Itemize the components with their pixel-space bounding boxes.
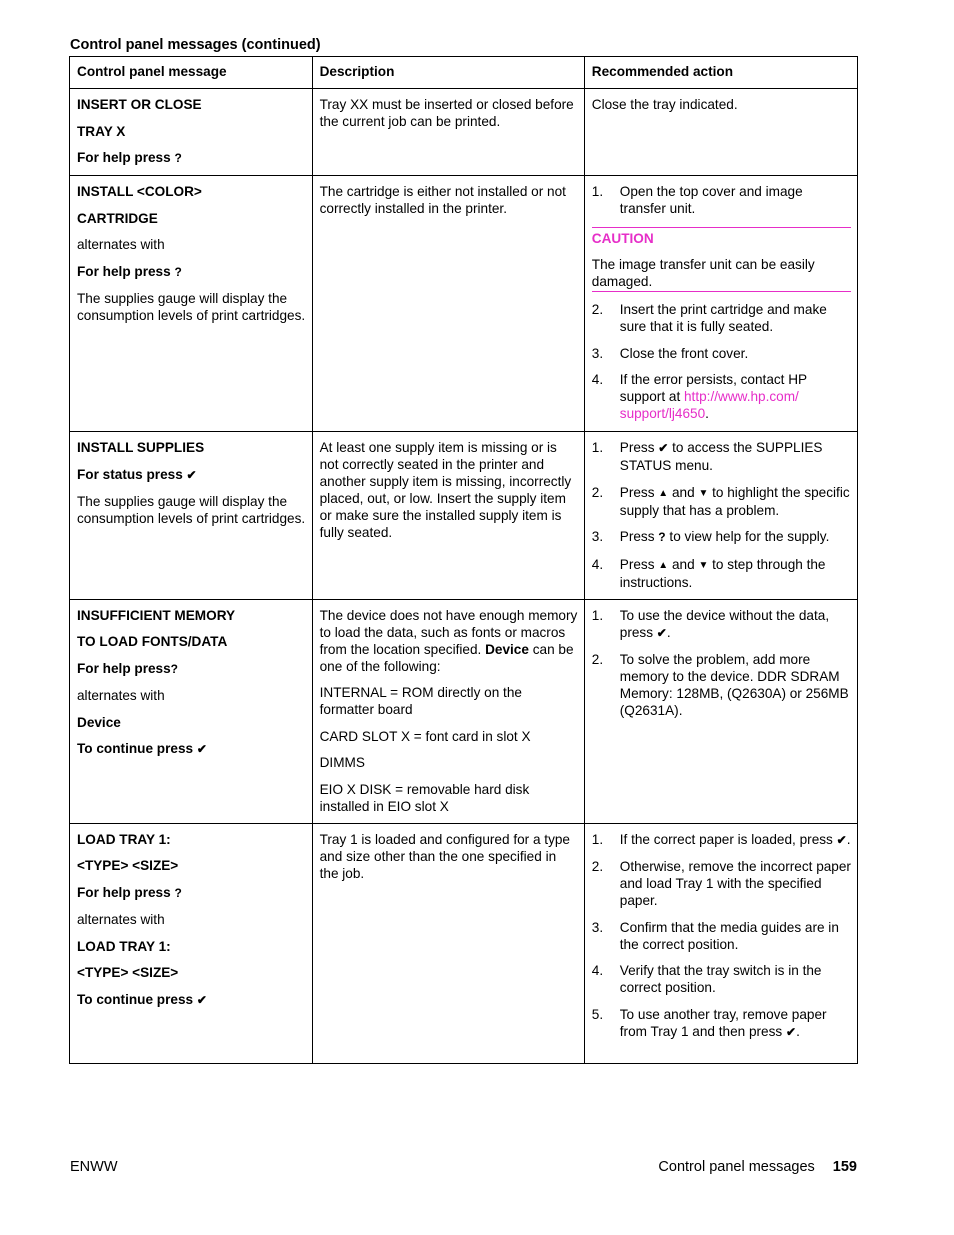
description-text: The cartridge is either not installed or not correctly installed in the printer. [319, 184, 566, 216]
table-row [70, 89, 858, 176]
action-cell [584, 823, 857, 1063]
up-arrow-icon: ▲ [658, 559, 669, 571]
action-steps [592, 831, 851, 1041]
control-panel-messages-table [69, 56, 858, 1064]
description-text: At least one supply item is missing or is not correctly seated in the printer and another supply item is missing, incorrectly placed, out, or low. Insert the supply item or make sure the installed supply item is fully seated. [319, 440, 572, 540]
table-caption: Control panel messages (continued) [70, 37, 321, 53]
description-cell [312, 823, 584, 1063]
message-note: The supplies gauge will display the consumption levels of print cartridges. [77, 291, 306, 323]
message-line: <TYPE> <SIZE> [77, 858, 179, 873]
down-arrow-icon: ▼ [698, 559, 709, 571]
message-line: For status press ✔ [77, 466, 197, 482]
message-line: INSTALL SUPPLIES [77, 440, 205, 455]
description-text: The device does not have enough memory to load the data, such as fonts or macros from the location specified. Device can be one of the following: [319, 607, 578, 674]
help-icon: ? [174, 264, 182, 279]
action-step: 1. To use the device without the data, press ✔. [591, 607, 830, 640]
description-text: EIO X DISK = removable hard disk installed in EIO slot X [319, 781, 530, 814]
help-icon: ? [170, 661, 179, 676]
message-cell [70, 432, 313, 600]
action-step: 2. Otherwise, remove the incorrect paper and load Tray 1 with the specified paper. [591, 859, 851, 908]
table-header-row [70, 57, 858, 89]
footer-right [658, 1159, 857, 1176]
check-icon: ✔ [186, 467, 197, 482]
message-line: For help press ? [77, 884, 182, 900]
action-step: 4. Press ▲ and ▼ to step through the instructions. [591, 556, 826, 590]
hp-support-link[interactable]: http://www.hp.com/ support/lj4650 [619, 389, 799, 421]
action-step: 3. Close the front cover. [591, 345, 749, 361]
down-arrow-icon: ▼ [698, 487, 709, 499]
table-row [70, 432, 858, 600]
description-cell [312, 176, 584, 432]
caution-text: The image transfer unit can be easily damaged. [591, 257, 815, 289]
action-steps [592, 607, 851, 720]
action-steps [592, 183, 851, 217]
action-step: 3. Confirm that the media guides are in the correct position. [591, 919, 839, 952]
table-row [70, 823, 858, 1063]
action-step: 3. Press ? to view help for the supply. [591, 529, 830, 544]
check-icon: ✔ [786, 1024, 797, 1039]
message-cell [70, 823, 313, 1063]
description-text: Tray XX must be inserted or closed before the current job can be printed. [319, 97, 574, 129]
check-icon: ✔ [656, 625, 667, 640]
message-line: CARTRIDGE [77, 210, 158, 226]
action-steps [592, 439, 851, 591]
description-text: Tray 1 is loaded and configured for a type and size other than the one specified in the job. [319, 831, 570, 881]
check-icon: ✔ [196, 992, 207, 1007]
message-cell [70, 89, 313, 176]
check-icon: ✔ [658, 441, 669, 455]
page-number: 159 [832, 1159, 857, 1175]
action-step: 1. If the correct paper is loaded, press ✔. [591, 831, 851, 847]
action-text: Close the tray indicated. [591, 97, 738, 112]
description-cell [312, 432, 584, 600]
header-description: Description [312, 57, 584, 89]
message-line: alternates with [77, 688, 165, 703]
action-step: 1. Open the top cover and image transfer unit. [591, 184, 803, 216]
action-cell [584, 176, 857, 432]
action-step: 4. Verify that the tray switch is in the correct position. [591, 963, 822, 995]
header-message: Control panel message [70, 57, 313, 89]
description-cell [312, 89, 584, 176]
table-row [70, 599, 858, 823]
action-step: 4. If the error persists, contact HP support at http://www.hp.com/ support/lj4650. [591, 372, 807, 421]
action-cell [584, 89, 857, 176]
message-line: TRAY X [77, 123, 126, 139]
message-line: INSTALL <COLOR> [77, 184, 202, 199]
message-line: TO LOAD FONTS/DATA [77, 634, 228, 649]
action-cell [584, 432, 857, 600]
message-note: The supplies gauge will display the consumption levels of print cartridges. [77, 494, 306, 526]
action-steps [592, 301, 851, 422]
action-step: 2. Insert the print cartridge and make sure that it is fully seated. [591, 302, 827, 334]
description-text: CARD SLOT X = font card in slot X [319, 728, 531, 744]
message-line: INSERT OR CLOSE [77, 97, 202, 112]
action-step: 2. To solve the problem, add more memory to the device. DDR SDRAM Memory: 128MB, (Q2630A) or 256MB (Q2631A). [591, 652, 849, 718]
message-line: <TYPE> <SIZE> [77, 965, 179, 980]
check-icon: ✔ [836, 832, 847, 847]
action-step: 2. Press ▲ and ▼ to highlight the specific supply that has a problem. [591, 484, 850, 518]
message-line: To continue press ✔ [77, 741, 207, 756]
footer-section-title: Control panel messages [658, 1159, 815, 1175]
description-text: INTERNAL = ROM directly on the formatter board [319, 685, 522, 717]
message-line: alternates with [77, 912, 165, 927]
action-cell [584, 599, 857, 823]
message-line: Device [77, 714, 121, 730]
message-cell [70, 599, 313, 823]
action-step: 5. To use another tray, remove paper from Tray 1 and then press ✔. [591, 1006, 827, 1039]
message-line: For help press? [77, 660, 179, 676]
check-icon: ✔ [196, 742, 207, 756]
message-line: To continue press ✔ [77, 991, 207, 1007]
table-row [70, 176, 858, 432]
help-icon: ? [174, 885, 182, 900]
action-step: 1. Press ✔ to access the SUPPLIES STATUS menu. [591, 440, 823, 473]
description-cell [312, 599, 584, 823]
help-icon: ? [174, 151, 182, 165]
caution-box [592, 227, 851, 292]
message-line: For help press ? [77, 150, 182, 165]
description-text: DIMMS [319, 755, 365, 770]
header-action: Recommended action [584, 57, 857, 89]
footer-left-label: ENWW [70, 1159, 118, 1175]
caution-heading: CAUTION [591, 231, 654, 246]
message-line: INSUFFICIENT MEMORY [77, 607, 236, 623]
message-line: alternates with [77, 237, 165, 252]
message-line: LOAD TRAY 1: [77, 938, 171, 954]
help-icon: ? [658, 530, 666, 544]
message-line: For help press ? [77, 263, 182, 279]
message-line: LOAD TRAY 1: [77, 831, 171, 847]
up-arrow-icon: ▲ [658, 487, 669, 499]
message-cell [70, 176, 313, 432]
